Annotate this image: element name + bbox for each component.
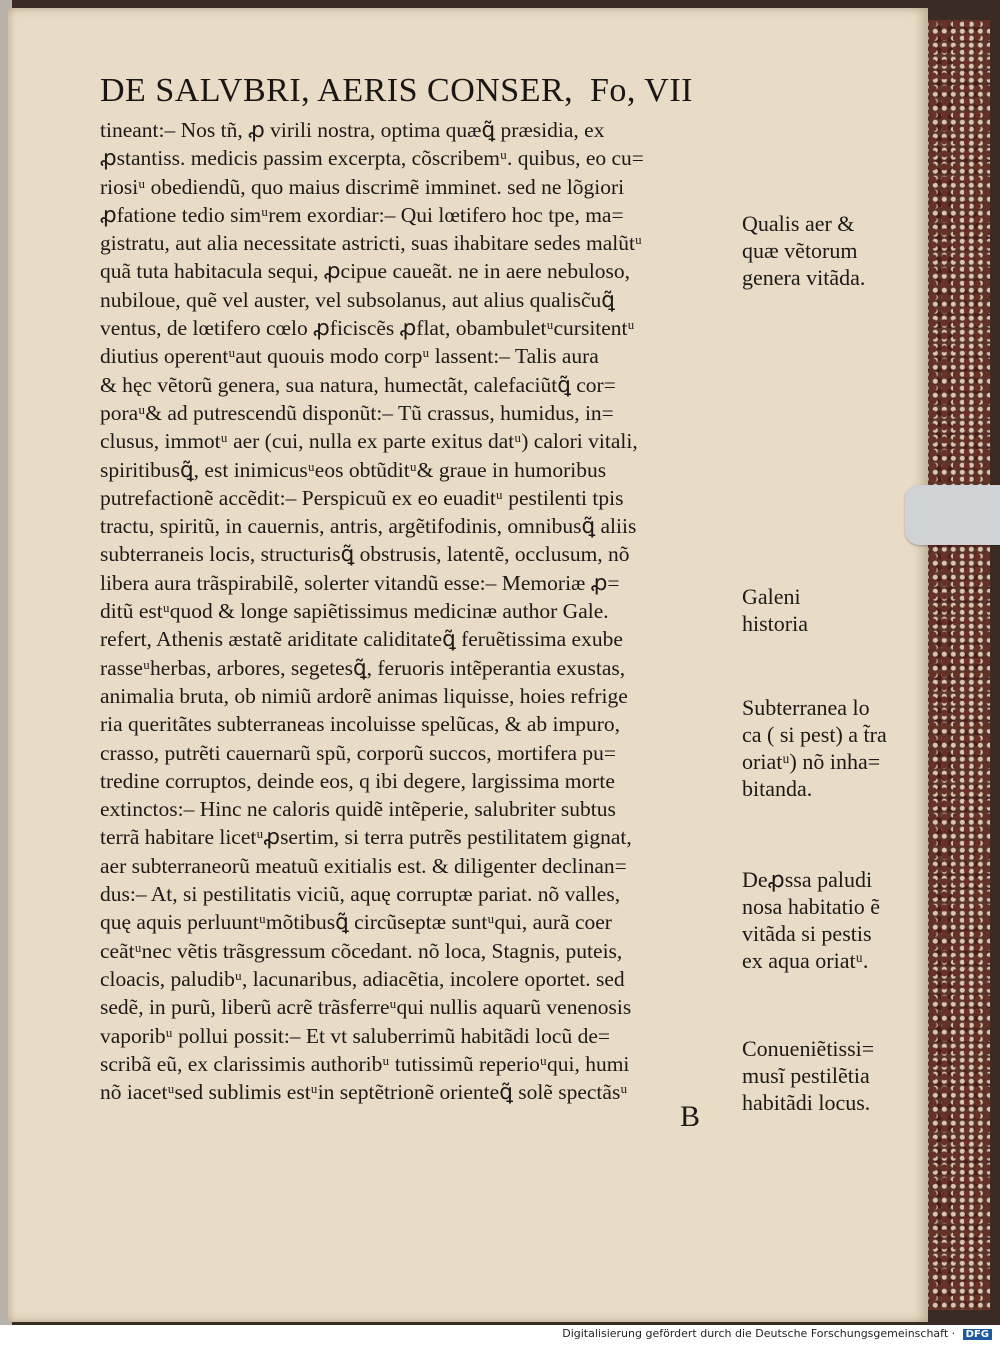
margin-note — [742, 866, 917, 974]
text-line: aer subterraneorũ meatuũ exitialis est. & diligenter declinan= — [100, 853, 627, 878]
margin-note-line: habitãdi locus. — [742, 1090, 871, 1115]
text-line: scribã eũ, ex clarissimis authoribᵘ tutissimũ reperioᵘqui, humi — [100, 1051, 630, 1076]
text-line: nõ iacetᵘsed sublimis estᵘin septẽtrionẽ orienteꝗ̃ solẽ spectãsᵘ — [100, 1080, 628, 1105]
text-line: spiritibusꝗ̃, est inimicusᵘeos obtũditᵘ& graue in humoribus — [100, 457, 607, 482]
text-line: vaporibᵘ pollui possit:– Et vt saluberrimũ habitãdi locũ de= — [100, 1023, 611, 1048]
margin-note-line: vitãda si pestis — [742, 921, 872, 946]
text-line: cloacis, paludibᵘ, lacunaribus, adiacẽtia, incolere oportet. sed — [100, 966, 625, 991]
margin-note — [742, 694, 917, 802]
text-line: tractu, spiritũ, in cauernis, antris, argẽtifodinis, omnibusꝗ̃ aliis — [100, 514, 637, 539]
margin-note-line: genera vitãda. — [742, 265, 866, 290]
main-text-block — [100, 116, 740, 1106]
text-line: ꝓstantiss. medicis passim excerpta, cõscribemᵘ. quibus, eo cu= — [100, 146, 644, 171]
text-line: ceãtᵘnec vẽtis trãsgressum cõcedant. nõ loca, Stagnis, puteis, — [100, 938, 623, 963]
text-line: ꝓfatione tedio simᵘrem exordiar:– Qui lœtifero hoc tpe, ma= — [100, 202, 624, 227]
text-line: crasso, putrẽti cauernarũ spũ, corporũ succos, mortifera pu= — [100, 740, 616, 765]
margin-note-line: nosa habitatio ẽ — [742, 894, 881, 919]
margin-note-line: bitanda. — [742, 776, 813, 801]
text-line: extinctos:– Hinc ne caloris quidẽ intẽperie, salubriter subtus — [100, 797, 616, 822]
text-line: ditũ estᵘquod & longe sapiẽtissimus medicinæ author Gale. — [100, 599, 609, 624]
text-line: subterraneis locis, structurisꝗ̃ obstrusis, latentẽ, occlusum, nõ — [100, 542, 630, 567]
folio-number: Fo, VII — [590, 72, 693, 109]
margin-note-line: oriatᵘ) nõ inha= — [742, 749, 881, 774]
digitization-credit — [562, 1327, 992, 1340]
signature-mark: B — [680, 1100, 701, 1133]
text-line: rasseᵘherbas, arbores, segetesꝗ̃, feruoris intẽperantia exustas, — [100, 655, 626, 680]
margin-note-line: Deꝓssa paludi — [742, 867, 873, 892]
margin-note-line: historia — [742, 611, 808, 636]
margin-note-line: Qualis aer & — [742, 211, 855, 236]
text-line: riosiᵘ obediendũ, quo maius discrimẽ imminet. sed ne lõgiori — [100, 174, 625, 199]
margin-note-line: ex aqua oriatᵘ. — [742, 948, 869, 973]
text-line: gistratu, aut alia necessitate astricti, suas ihabitare sedes malũtᵘ — [100, 231, 642, 256]
text-line: refert, Athenis æstatẽ ariditate caliditateꝗ̃ feruẽtissima exube — [100, 627, 623, 652]
running-title: DE SALVBRI, AERIS CONSER, — [100, 72, 574, 109]
text-line: nubiloue, quẽ vel auster, vel subsolanus, aut alius qualisc̃uꝗ̃ — [100, 287, 615, 312]
margin-note-line: Subterranea lo — [742, 695, 870, 720]
text-line: terrã habitare licetᵘꝓsertim, si terra putrẽs pestilitatem gignat, — [100, 825, 632, 850]
page-marker-tab — [905, 485, 1000, 545]
text-line: sedẽ, in purũ, liberũ acrẽ trãsferreᵘqui nullis aquarũ venenosis — [100, 995, 632, 1020]
text-line: diutius operentᵘaut quouis modo corpᵘ lassent:– Talis aura — [100, 344, 599, 369]
text-line: clusus, immotᵘ aer (cui, nulla ex parte exitus datᵘ) calori vitali, — [100, 429, 638, 454]
margin-note — [742, 210, 917, 291]
dfg-logo: DFG — [963, 1329, 992, 1340]
margin-note-line: musĩ pestilẽtia — [742, 1063, 870, 1088]
text-line: putrefactionẽ accẽdit:– Perspicuũ ex eo euaditᵘ pestilenti tpis — [100, 485, 624, 510]
text-line: animalia bruta, ob nimiũ ardorẽ animas liquisse, hoies refrige — [100, 683, 628, 708]
margin-note-line: Conueniẽtissi= — [742, 1036, 875, 1061]
text-line: ventus, de lœtifero cœlo ꝓficiscẽs ꝓflat, obambuletᵘcursitentᵘ — [100, 316, 635, 341]
text-line: tredine corruptos, deinde eos, q ibi degere, largissima morte — [100, 768, 615, 793]
margin-note — [742, 583, 917, 637]
page-header — [100, 72, 720, 122]
margin-note-line: ca ( si pest) a t̃ra — [742, 722, 887, 747]
text-line: quã tuta habitacula sequi, ꝓcipue caueãt. ne in aere nebuloso, — [100, 259, 631, 284]
text-line: libera aura trãspirabilẽ, solerter vitandũ esse:– Memoriæ ꝓ= — [100, 570, 620, 595]
text-line: & hęc vẽtorũ genera, sua natura, humectãt, calefaciũtꝗ̃ cor= — [100, 372, 616, 397]
text-line: dus:– At, si pestilitatis viciũ, aquę corruptæ pariat. nõ valles, — [100, 882, 621, 907]
book-cover-marbled — [920, 20, 990, 1310]
text-line: tineant:– Nos tñ, ꝓ virili nostra, optima quæꝗ̃ præsidia, ex — [100, 118, 605, 142]
margin-note — [742, 1035, 917, 1116]
text-line: ria queritãtes subterraneas incoluisse spelũcas, & ab impuro, — [100, 712, 621, 737]
margin-note-line: Galeni — [742, 584, 801, 609]
text-line: poraᵘ& ad putrescendũ disponũt:– Tũ crassus, humidus, in= — [100, 400, 614, 425]
margin-note-line: quæ vẽtorum — [742, 238, 858, 263]
text-line: quę aquis perluuntᵘmõtibusꝗ̃ circũseptæ suntᵘqui, aurã coer — [100, 910, 612, 935]
credit-text: Digitalisierung gefördert durch die Deutsche Forschungsgemeinschaft · — [562, 1327, 956, 1340]
